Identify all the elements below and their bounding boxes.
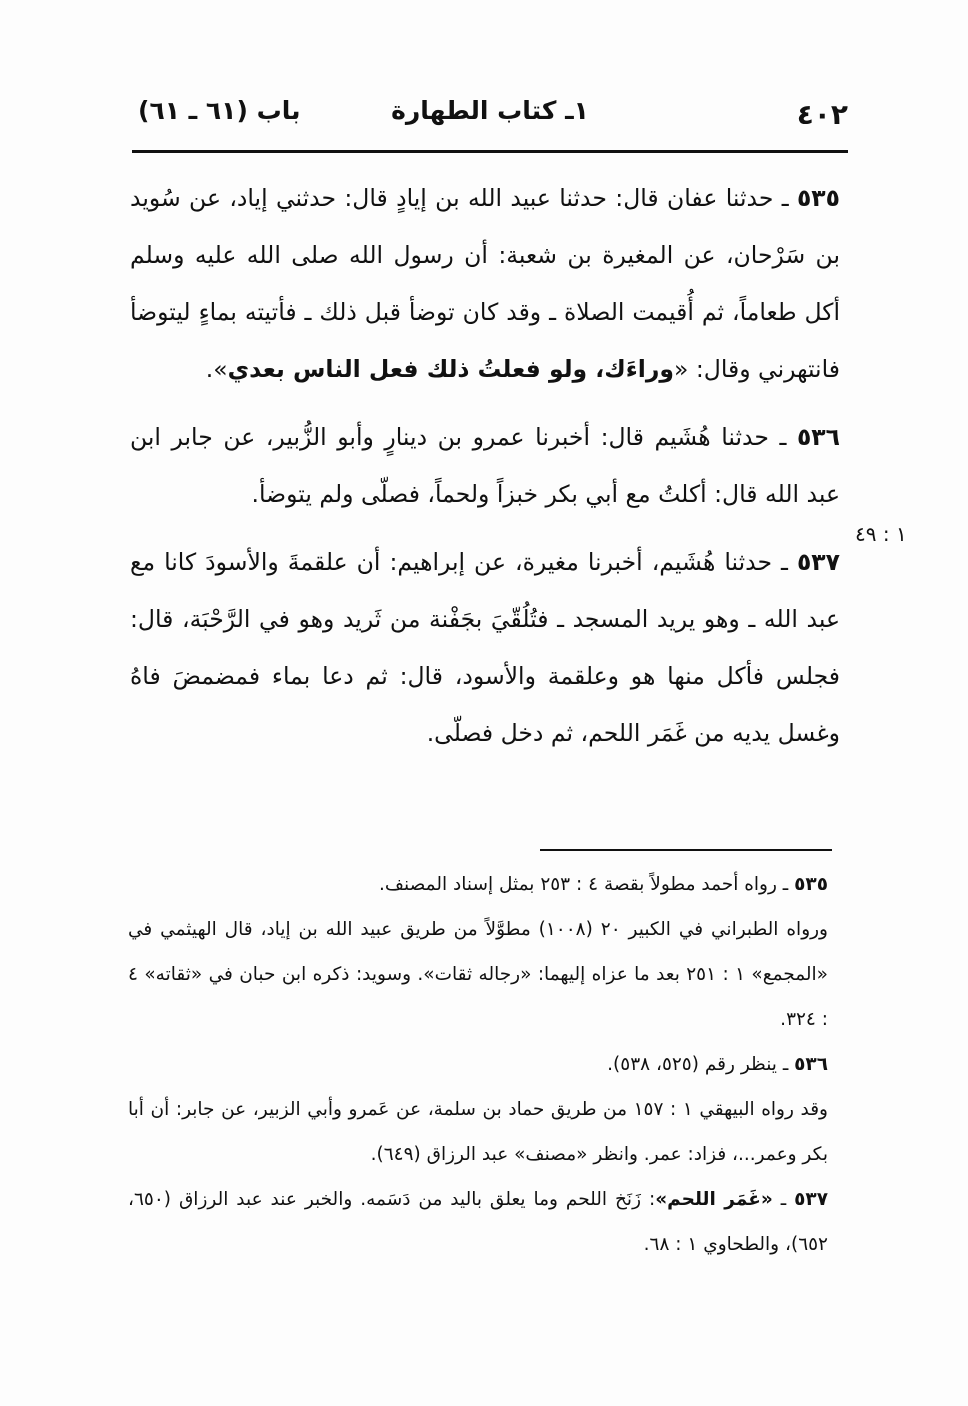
hadith-535 [130,170,840,398]
footnotes [128,862,828,1267]
footnote-537 [128,1177,828,1267]
main-text [130,170,840,773]
footnote-536-line-1 [128,1042,828,1087]
hadith-number: ٥٣٧ [796,548,840,576]
footnote-number: ٥٣٥ [794,874,828,895]
footnote-text: ورواه الطبراني في الكبير ٢٠ (١٠٠٨) مطوَّلاً من طريق عبيد الله بن إياد، قال الهيثمي في «المجمع» ١ : ٢٥١ بعد ما عزاه إليهما: «رجاله ثقات». وسويد: ذكره ابن حبان في «ثقاته» ٤ : ٣٢٤. [128,919,828,1030]
footnote-text: ـ ينظر رقم (٥٢٥، ٥٣٨). [607,1054,789,1075]
footnote-term: «غَمَر اللحم» [655,1189,773,1210]
footnote-text: : زَنَخ اللحم وما يعلق باليد من دَسَمه. والخبر عند عبد الرزاق (٦٥٠، ٦٥٢)، والطحاوي ١ : ٦٨. [128,1189,828,1255]
hadith-536 [130,409,840,523]
page-header [130,92,850,148]
footnote-dash: ـ [772,1189,787,1210]
footnote-text: ـ رواه أحمد مطولاً بقصة ٤ : ٢٥٣ بمثل إسناد المصنف. [379,874,789,895]
hadith-closing: ». [205,355,228,383]
chapter-title: باب (٦١ ـ ٦١) [138,96,301,125]
hadith-number: ٥٣٦ [796,423,840,451]
hadith-text: ـ حدثنا هُشَيم قال: أخبرنا عمرو بن دينارٍ وأبو الزُّبير، عن جابر ابن عبد الله قال: أكلتُ مع أبي بكر خبزاً ولحماً، فصلّى ولم يتوضأ. [130,423,840,508]
margin-reference: ١ : ٤٩ [855,522,907,546]
page-number: ٤٠٢ [796,98,848,131]
footnote-text: وقد رواه البيهقي ١ : ١٥٧ من طريق حماد بن سلمة، عن عَمرو وأبي الزبير، عن جابر: أن أبا بكر وعمر...، فزاد: عمر. وانظر «مصنف» عبد الرزاق (٦٤٩). [128,1099,828,1165]
header-rule [132,150,848,153]
hadith-bold-text: وراءَك، ولو فعلتُ ذلك فعل الناس بعدي [227,355,674,383]
footnote-535-line-1 [128,862,828,907]
footnote-536-line-2 [128,1087,828,1177]
hadith-537 [130,534,840,762]
footnote-number: ٥٣٧ [794,1189,828,1210]
book-title: ١ـ كتاب الطهارة [391,96,589,125]
hadith-text: ـ حدثنا عفان قال: حدثنا عبيد الله بن إيادٍ قال: حدثني إياد، عن سُويد بن سَرْحان، عن المغيرة بن شعبة: أن رسول الله صلى الله عليه وسلم أكل طعاماً، ثم أُقيمت الصلاة ـ وقد كان توضأ قبل ذلك ـ فأتيته بماءٍ ليتوضأ فانتهرني وقال: « [130,184,840,383]
footnote-number: ٥٣٦ [794,1054,828,1075]
hadith-text: ـ حدثنا هُشَيم، أخبرنا مغيرة، عن إبراهيم: أن علقمةَ والأسودَ كانا مع عبد الله ـ وهو يريد المسجد ـ فتُلُقّيَ بجَفْنة من ثَريد وهو في الرَّحْبَة، قال: فجلس فأكل منها هو وعلقمة والأسود، قال: ثم دعا بماء فمضمضَ فاهُ وغسل يديه من غَمَر اللحم، ثم دخل فصلّى. [130,548,840,747]
hadith-number: ٥٣٥ [796,184,840,212]
footnote-rule [540,849,832,851]
footnote-535-line-2 [128,907,828,1042]
